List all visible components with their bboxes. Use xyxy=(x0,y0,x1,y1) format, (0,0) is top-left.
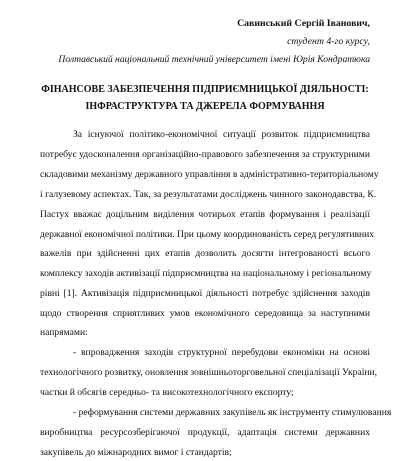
body-line: державної економічної політики. При цьому координованість серед регулятивних xyxy=(40,229,375,240)
body-line: щодо створення сприятливих умов економічного середовища за наступними xyxy=(40,308,370,319)
list-item-line: технологічного розвитку, оновлення зовнішньоторговельної спеціалізації України, xyxy=(40,367,378,378)
body-line: комплексу заходів активізації підприємництва на національному і регіональному xyxy=(40,268,372,279)
list-item-line: виробництва ресурсозберігаючої продукції, адаптація системи державних xyxy=(40,427,370,438)
body-line: За існуючої політико-економічної ситуації розвиток підприємництва xyxy=(73,129,370,140)
list-item-line: - впровадження заходів структурної перебудови економіки на основі xyxy=(73,347,370,358)
author-status: студент 4-го курсу, xyxy=(287,36,370,47)
body-line: важелів при здійсненні цих етапів дозволить досягти інтегрованості всього xyxy=(40,248,370,259)
paper-title-line-1: ФІНАНСОВЕ ЗАБЕЗПЕЧЕННЯ ПІДПРИЄМНИЦЬКОЇ ДІЯЛЬНОСТІ: xyxy=(41,84,369,95)
paper-title-line-2: ІНФРАСТРУКТУРА ТА ДЖЕРЕЛА ФОРМУВАННЯ xyxy=(85,101,325,112)
list-item-line: - реформування системи державних закупівель як інструменту стимулювання xyxy=(73,407,392,418)
author-name: Савинський Сергій Іванович, xyxy=(237,18,370,29)
author-affiliation: Полтавський національний технічний університет імені Юрія Кондратюка xyxy=(58,54,370,65)
body-line: складовими механізму державного управління в адміністративно-територіальному xyxy=(40,169,379,180)
body-line: потребує удосконалення організаційно-правового забезпечення за структурними xyxy=(40,149,370,160)
body-line: рівні [1]. Активізація підприємницької діяльності потребує здійснення заходів xyxy=(40,288,370,299)
body-line: напрямами: xyxy=(40,327,88,338)
list-item-line: частки й обсягів середньо- та високотехнологічного експорту; xyxy=(40,387,294,398)
list-item-line: закупівель до міжнародних вимог і стандартів; xyxy=(40,447,232,458)
body-line: Пастух вважає доцільним виділення чотирьох етапів формування і реалізації xyxy=(40,209,370,220)
body-line: і галузевому аспектах. Так, за результатами досліджень чинного законодавства, К. xyxy=(40,189,377,200)
